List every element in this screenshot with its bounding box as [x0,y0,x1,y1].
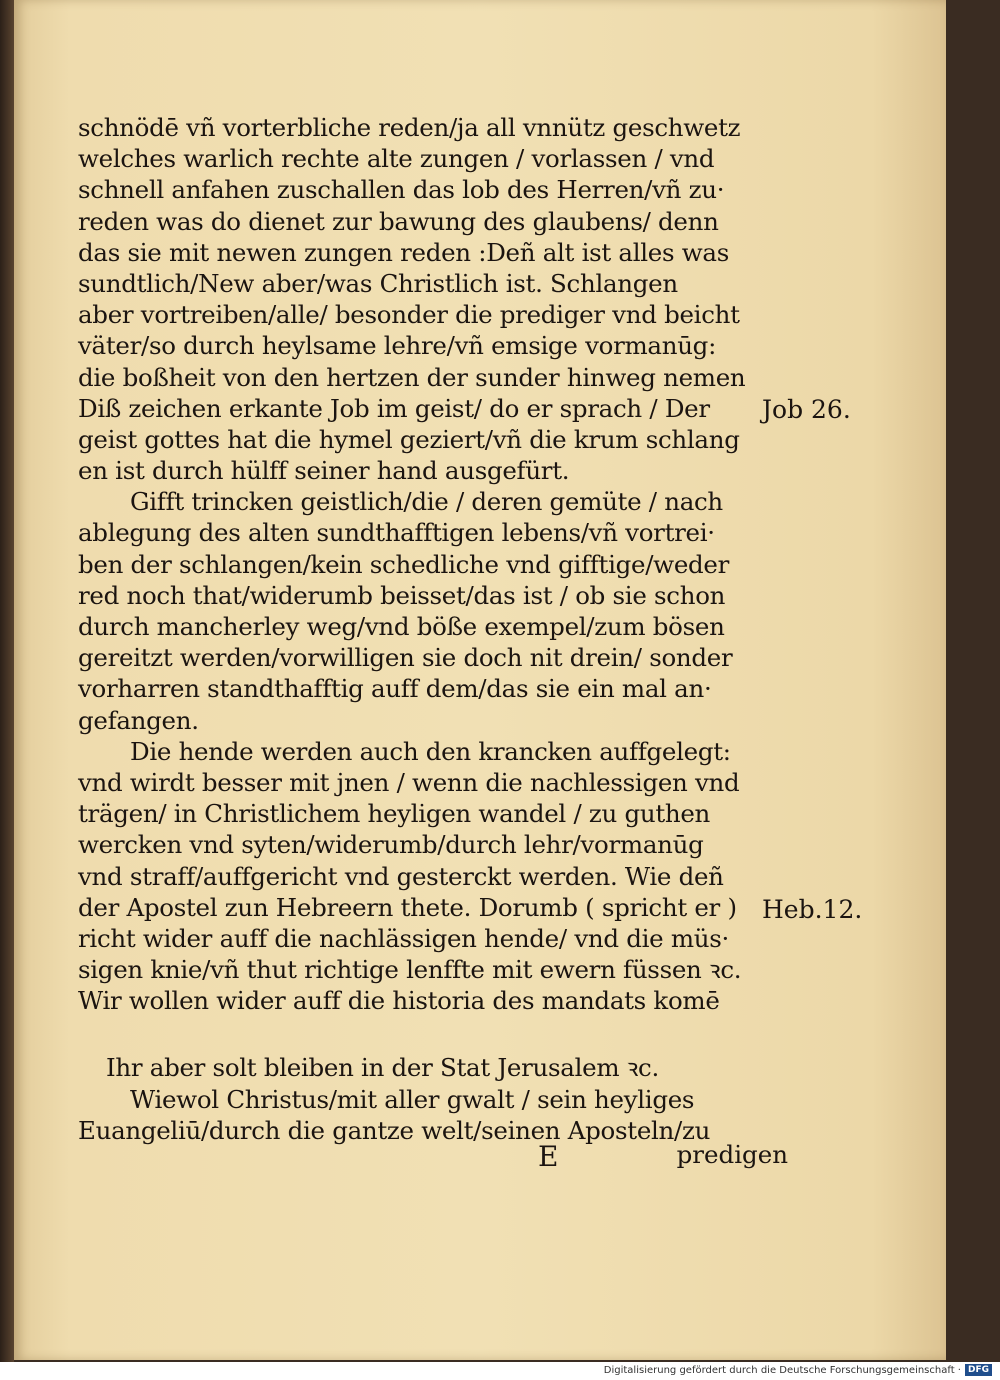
margin-note-heb: Heb.12. [762,895,863,924]
main-text [78,112,788,1146]
text-line: schnell anfahen zuschallen das lob des Herren/vñ zu· [78,175,725,205]
text-line: geist gottes hat die hymel geziert/vñ die krum schlang [78,424,740,454]
text-line: aber vortreiben/alle/ besonder die prediger vnd beicht [78,300,740,330]
text-line: Gifft trincken geistlich/die / deren gemüte / nach [130,487,723,517]
text-line: red noch that/widerumb beisset/das ist / ob sie schon [78,580,726,610]
text-line: welches warlich rechte alte zungen / vorlassen / vnd [78,144,715,174]
page-foot [78,1140,788,1174]
book-page [14,0,946,1360]
text-line: ben der schlangen/kein schedliche vnd gifftige/weder [78,549,730,579]
text-line: gereitzt werden/vorwilligen sie doch nit drein/ sonder [78,643,733,673]
text-line: die boßheit von den hertzen der sunder hinweg nemen [78,362,746,392]
text-line: durch mancherley weg/vnd böße exempel/zum bösen [78,612,725,641]
text-line: en ist durch hülff seiner hand ausgefürt. [78,456,570,486]
text-line: vnd straff/auffgericht vnd gesterckt werden. Wie deñ [78,861,724,891]
text-line: Wir wollen wider auff die historia des mandats komē [78,986,720,1016]
signature-mark: E [538,1140,559,1173]
text-line: sigen knie/vñ thut richtige lenffte mit ewern füssen ꝛc. [78,955,742,985]
text-line: Diß zeichen erkante Job im geist/ do er sprach / Der [78,393,710,423]
text-line: Die hende werden auch den krancken auffgelegt: [130,736,731,766]
text-line: gefangen. [78,705,199,735]
text-line: reden was do dienet zur bawung des glaubens/ denn [78,206,719,236]
text-line: Euangeliū/durch die gantze welt/seinen Aposteln/zu [78,1115,711,1145]
section-gap [78,1016,788,1052]
text-line: Wiewol Christus/mit aller gwalt / sein heyliges [130,1084,695,1114]
text-line: väter/so durch heylsame lehre/vñ emsige vormanūg: [78,331,717,361]
text-line: sundtlich/New aber/was Christlich ist. Schlangen [78,268,678,298]
text-line: trägen/ in Christlichem heyligen wandel / zu guthen [78,799,711,829]
text-line: richt wider auff die nachlässigen hende/ vnd die müs· [78,923,729,953]
digitization-footer [0,1362,1000,1380]
margin-note-job: Job 26. [762,395,851,424]
text-line: schnödē vñ vorterbliche reden/ja all vnnütz geschwetz [78,113,741,142]
book-edge [0,0,14,1362]
catchword: predigen [676,1140,788,1169]
text-line: ablegung des alten sundthafftigen lebens/vñ vortrei· [78,518,715,548]
footer-credit: Digitalisierung gefördert durch die Deutsche Forschungsgemeinschaft · [603,1365,961,1376]
text-line: wercken vnd syten/widerumb/durch lehr/vormanūg [78,830,704,860]
text-line: vnd wirdt besser mit jnen / wenn die nachlessigen vnd [78,767,740,797]
section-heading: Ihr aber solt bleiben in der Stat Jerusalem ꝛc. [106,1053,659,1083]
dfg-logo: DFG [965,1364,992,1376]
text-line: der Apostel zun Hebreern thete. Dorumb ( spricht er ) [78,892,737,922]
text-line: das sie mit newen zungen reden :Deñ alt ist alles was [78,237,730,267]
text-line: vorharren standthafftig auff dem/das sie ein mal an· [78,674,712,704]
